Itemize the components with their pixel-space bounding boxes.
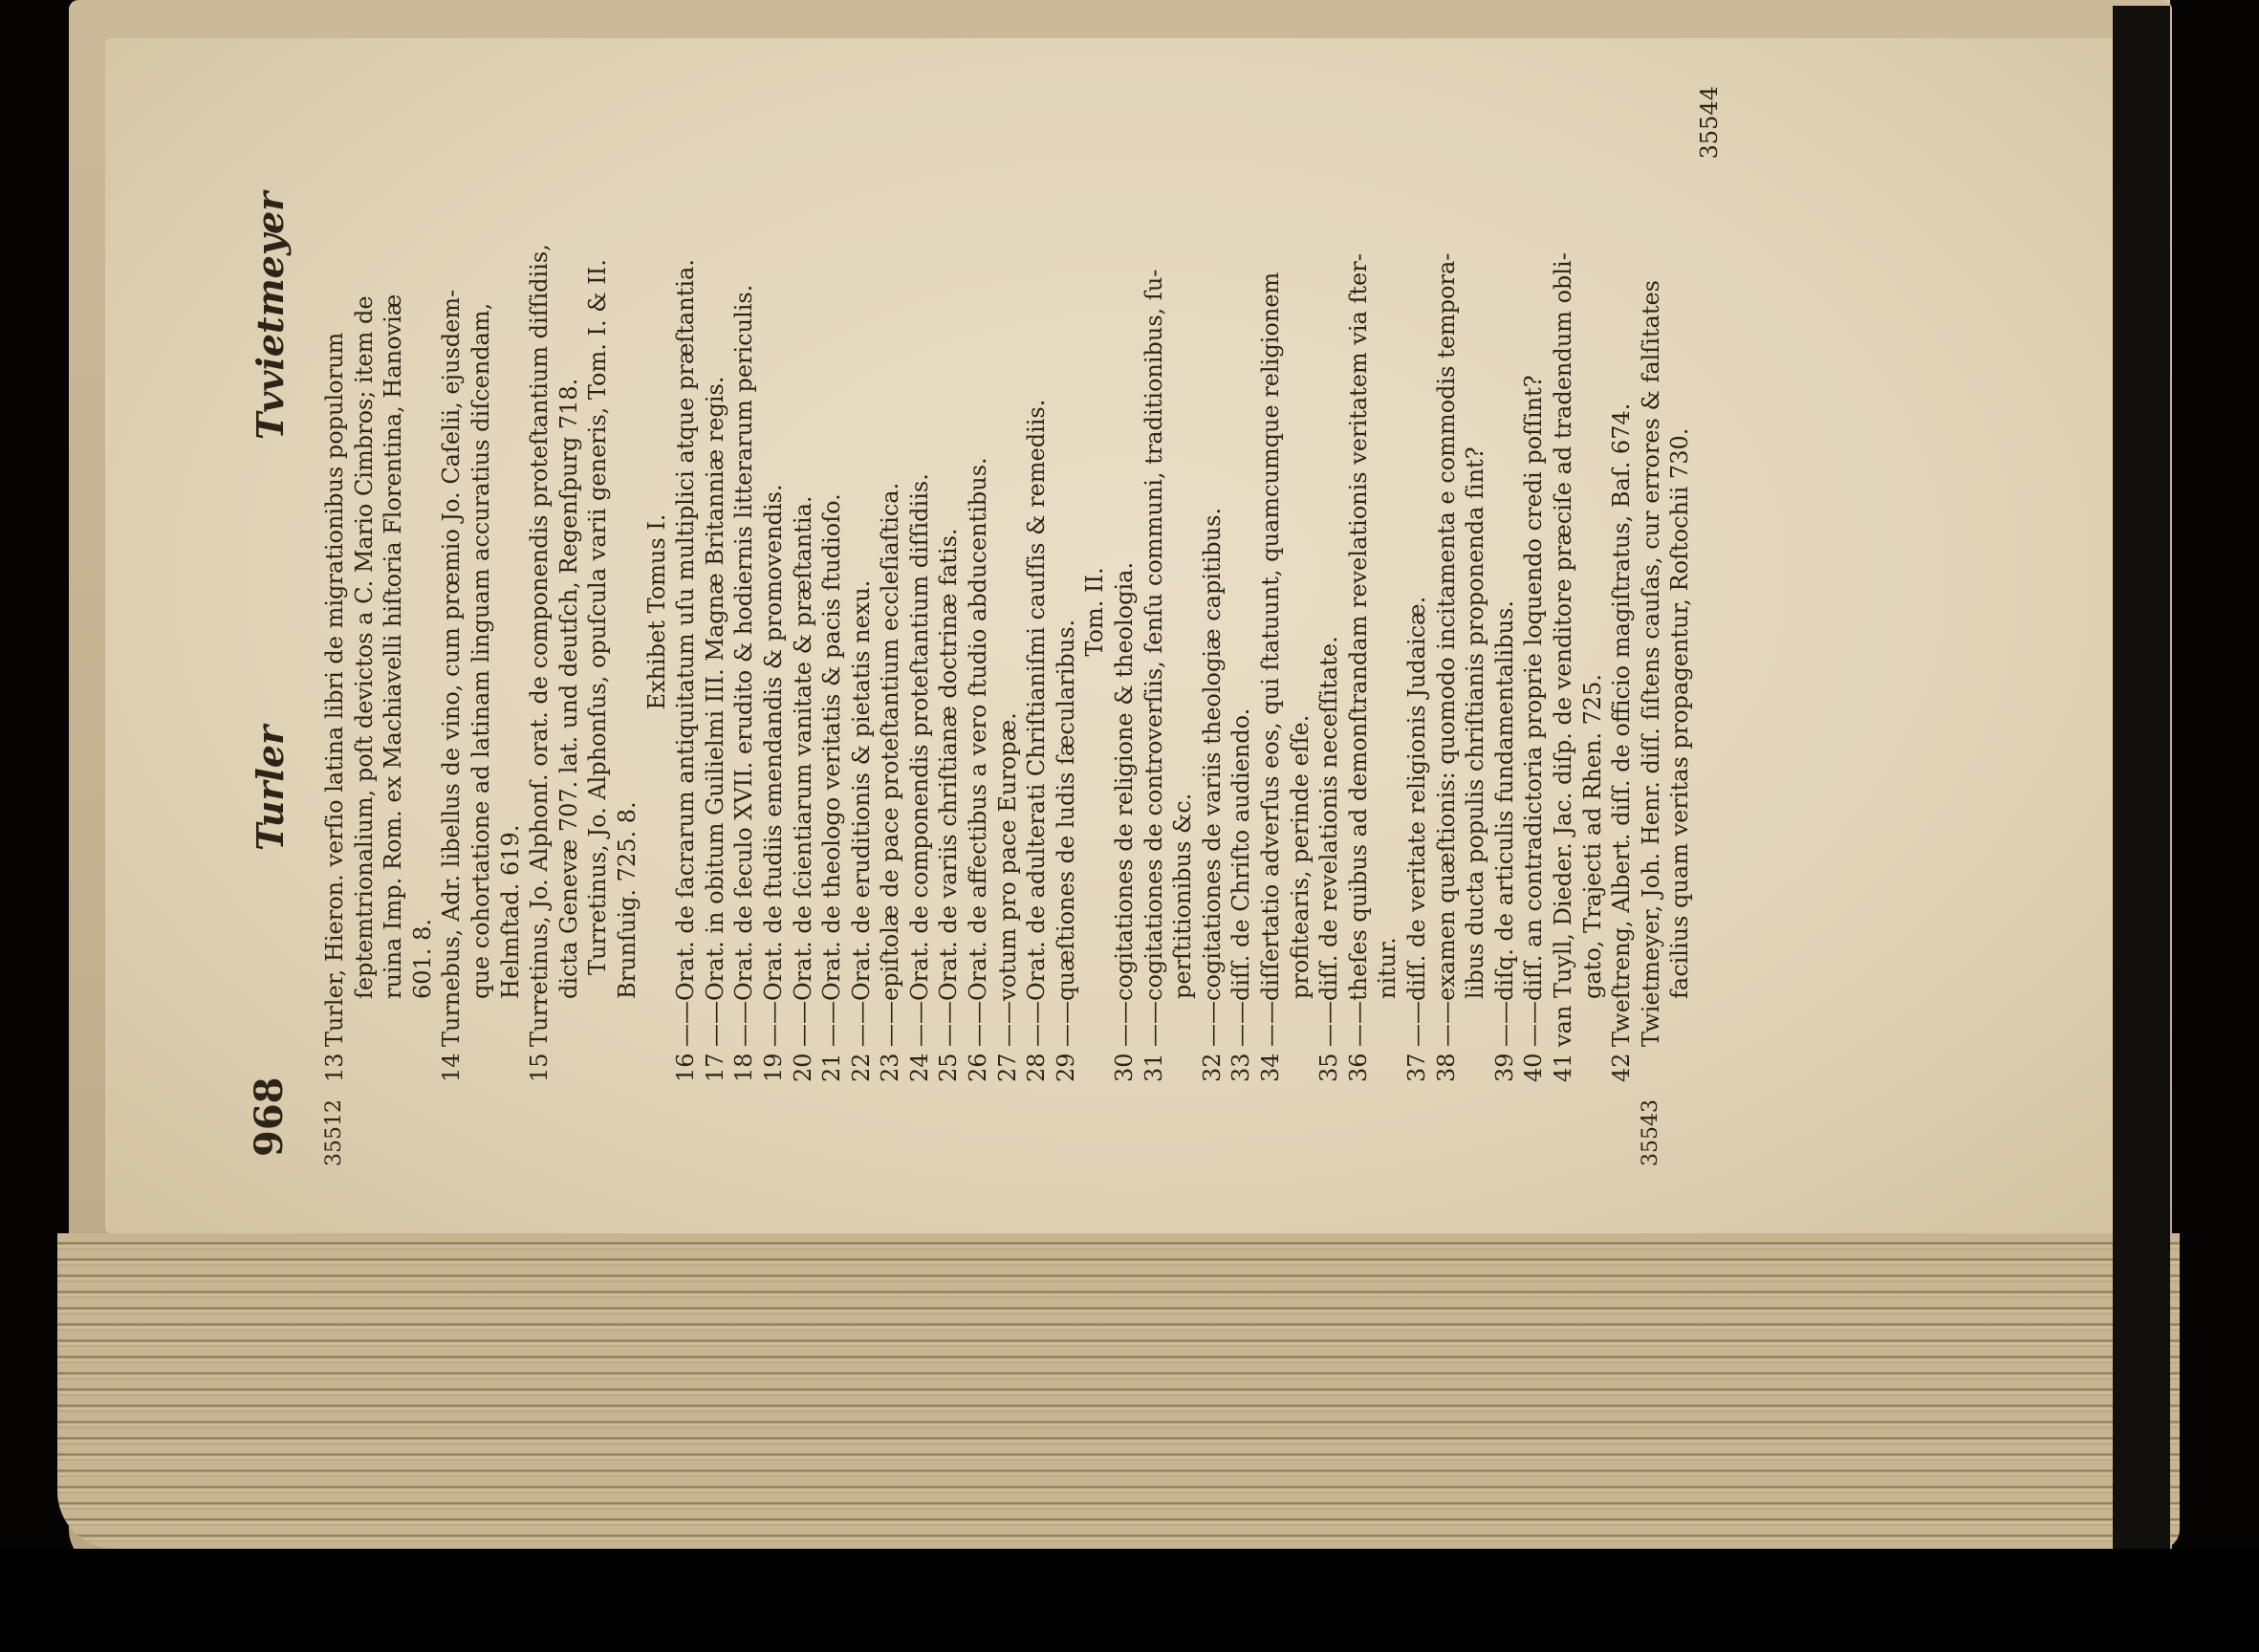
entry-line: [1110, 57, 1140, 1166]
entry-text: Turretinus, Jo. Alphonſus, opuſcula varii generis, Tom. I. & II.: [584, 259, 612, 975]
entry-text: ——Orat. de affectibus a vero ſtudio abducentibus.: [965, 457, 992, 1047]
entry-text: ——cogitationes de variis theologiæ capitibus.: [1198, 507, 1226, 1047]
entry-line: [554, 57, 584, 1166]
entry-line: [993, 57, 1023, 1166]
entry-text: ——votum pro pace Europæ.: [993, 712, 1021, 1047]
entry-text: ſeptemtrionalium, poſt devictos a C. Mario Cimbros; item de: [350, 295, 378, 999]
entry-line: [1490, 57, 1520, 1166]
entry-text: perſtitionibus &c.: [1169, 793, 1197, 999]
entry-number: 33: [1227, 1053, 1255, 1082]
entry-text: ——Orat. in obitum Guilielmi III. Magnæ Britanniæ regis.: [701, 376, 728, 1047]
entry-number: 34: [1257, 1053, 1284, 1082]
entry-text: ——diſſ. de veritate religionis Judaicæ.: [1402, 596, 1430, 1047]
entry-text: ——cogitationes de religione & theologia.: [1111, 561, 1139, 1047]
entry-number: 27: [993, 1053, 1021, 1082]
catalog-id: 35543: [1638, 1099, 1662, 1166]
entry-line: [1578, 57, 1608, 1166]
entry-number: 39: [1490, 1053, 1518, 1082]
entry-number: 22: [847, 1053, 875, 1082]
entry-text: Twietmeyer, Joh. Henr. diſſ. ſiſtens cauſas, cur errores & falſitates: [1637, 280, 1664, 1047]
entry-line: [905, 57, 935, 1166]
entry-line: [1695, 57, 1725, 1166]
entry-line: [1432, 57, 1462, 1166]
entry-text: ——quæſtiones de ludis ſæcularibus.: [1052, 619, 1079, 1047]
entry-text: ——epiſtolæ de pace proteſtantium eccleſiaſtica.: [877, 482, 904, 1047]
entry-number: 14: [438, 1053, 466, 1082]
entry-text: ——diſq. de articulis fundamentalibus.: [1490, 600, 1518, 1047]
entry-text: ——Orat. de adulterati Chriſtianiſmi cauſſis & remediis.: [1023, 399, 1051, 1047]
catalog-entries: [320, 57, 1725, 1166]
entry-line: [1373, 57, 1402, 1166]
entry-line: [350, 57, 380, 1166]
entry-line: [876, 57, 905, 1166]
entry-line: [496, 57, 526, 1166]
entry-line: [789, 57, 818, 1166]
right-background: [2113, 6, 2170, 1554]
entry-text: dicta Genevæ 707. lat. und deutſch, Regenſpurg 718.: [554, 378, 582, 999]
entry-text: ——cogitationes de controverſiis, ſenſu communi, traditionibus, ſu-: [1140, 269, 1167, 1047]
entry-text: nitur.: [1374, 937, 1401, 999]
entry-text: Turnebus, Adr. libellus de vino, cum prœmio Jo. Caſelii, ejusdem-: [438, 289, 466, 1047]
entry-line: [1286, 57, 1315, 1166]
entry-line: [1314, 57, 1344, 1166]
right-running-head: Tvvietmeyer: [249, 191, 292, 440]
entry-line: [642, 57, 672, 1166]
entry-number: 20: [789, 1053, 816, 1082]
bottom-background: [0, 1549, 2259, 1652]
entry-number: 30: [1111, 1053, 1139, 1082]
entry-number: 35: [1315, 1053, 1343, 1082]
entry-text: 35544: [1695, 86, 1723, 160]
entry-number: 38: [1432, 1053, 1460, 1082]
entry-line: [613, 57, 642, 1166]
catalog-id: 35512: [322, 1099, 346, 1166]
entry-number: 23: [877, 1053, 904, 1082]
entry-text: facilius quam veritas propagentur, Roſtochii 730.: [1666, 427, 1694, 999]
entry-text: ruina Imp. Rom. ex Machiavelli hiſtoria Florentina, Hanoviæ: [380, 293, 407, 999]
entry-text: van Tuyll, Dieder. Jac. diſp. de venditore præciſe ad tradendum obli-: [1549, 252, 1576, 1047]
entry-line: [701, 57, 730, 1166]
entry-number: 28: [1023, 1053, 1051, 1082]
entry-number: 17: [701, 1053, 728, 1082]
entry-line: [437, 57, 467, 1166]
entry-line: [408, 57, 438, 1166]
entry-text: ——Orat. de theologo veritatis & pacis ſtudioſo.: [818, 493, 846, 1047]
entry-line: [379, 57, 408, 1166]
entry-number: 15: [526, 1053, 554, 1082]
entry-line: [964, 57, 993, 1166]
page-edges: [57, 1233, 2180, 1549]
entry-number: 13: [321, 1053, 348, 1082]
entry-text: ——Orat. de componendis proteſtantium diſſidiis.: [905, 473, 933, 1047]
entry-text: Tom. II.: [1081, 567, 1109, 657]
entry-line: [583, 57, 613, 1166]
entry-number: 41: [1549, 1053, 1576, 1082]
entry-text: 601. 8.: [408, 919, 436, 999]
entry-text: Helmſtad. 619.: [496, 824, 524, 999]
entry-text: ——diſſ. de Chriſto audiendo.: [1227, 707, 1255, 1047]
entry-line: [817, 57, 847, 1166]
entry-line: [671, 57, 701, 1166]
entry-text: ——Orat. de ſeculo XVII. erudito & hodiernis litterarum periculis.: [730, 284, 758, 1047]
entry-line: [1344, 57, 1374, 1166]
entry-text: Exhibet Tomus I.: [642, 513, 670, 710]
entry-text: que cohortatione ad latinam linguam accuratius diſcendam,: [467, 302, 494, 999]
entry-text: ——diſſ. an contradictoria proprie loquendo credi poſſint?: [1520, 375, 1548, 1047]
entry-text: ——examen quæſtionis: quomodo incitamenta e commodis tempora-: [1432, 252, 1460, 1047]
entry-line: [1519, 57, 1549, 1166]
entry-text: Turretinus, Jo. Alphonſ. orat. de componendis proteſtantium diſſidiis,: [526, 244, 554, 1047]
entry-text: Turler, Hieron. verſio latina libri de migrationibus populorum: [321, 332, 348, 1047]
entry-number: 25: [935, 1053, 963, 1082]
entry-text: ——Orat. de ſtudiis emendandis & promovendis.: [759, 484, 787, 1047]
entry-number: 29: [1052, 1053, 1079, 1082]
entry-line: [1402, 57, 1432, 1166]
entry-text: libus ducta populis chriſtianis proponenda ſint?: [1462, 446, 1489, 999]
entry-line: [1665, 57, 1695, 1166]
entry-text: ——Orat. de ſcientiarum vanitate & præſtantia.: [789, 495, 816, 1047]
entry-number: 36: [1344, 1053, 1372, 1082]
entry-text: profitearis, perinde eſſe.: [1286, 714, 1314, 999]
entry-number: 40: [1520, 1053, 1548, 1082]
entry-text: ——diſſ. de revelationis neceſſitate.: [1315, 636, 1343, 1047]
entry-line: [1022, 57, 1052, 1166]
entry-line: [1198, 57, 1227, 1166]
entry-line: [1140, 57, 1169, 1166]
left-running-head: Turler: [249, 725, 292, 851]
entry-number: 26: [965, 1053, 992, 1082]
entry-number: 21: [818, 1053, 846, 1082]
entry-line: [934, 57, 964, 1166]
entry-text: gato, Trajecti ad Rhen. 725.: [1578, 673, 1606, 999]
page-number: 968: [247, 1076, 292, 1157]
entry-line: [1637, 57, 1666, 1166]
entry-line: [1549, 57, 1578, 1166]
entry-number: 18: [730, 1053, 758, 1082]
entry-line: [847, 57, 877, 1166]
entry-number: 32: [1198, 1053, 1226, 1082]
entry-number: 16: [672, 1053, 700, 1082]
entry-text: ——Orat. de ſacrarum antiquitatum uſu multiplici atque præſtantia.: [672, 259, 700, 1047]
entry-line: [1080, 57, 1110, 1166]
entry-text: Brunſuig. 725. 8.: [613, 801, 641, 999]
entry-text: ——theſes quibus ad demonſtrandam revelationis veritatem via ſter-: [1344, 253, 1372, 1047]
entry-number: 37: [1402, 1053, 1430, 1082]
entry-number: 19: [759, 1053, 787, 1082]
running-header: [239, 57, 306, 1166]
page-text: [239, 57, 2103, 1166]
entry-line: [1052, 57, 1081, 1166]
entry-text: ——Orat. de variis chriſtianæ doctrinæ fatis.: [935, 528, 963, 1047]
entry-line: [729, 57, 759, 1166]
entry-line: [1227, 57, 1256, 1166]
entry-line: [1607, 57, 1637, 1166]
entry-text: ——Orat. de eruditionis & pietatis nexu.: [847, 579, 875, 1047]
entry-line: [320, 57, 350, 1166]
entry-number: 31: [1140, 1053, 1167, 1082]
entry-line: [759, 57, 789, 1166]
entry-number: 42: [1608, 1053, 1636, 1082]
entry-line: [467, 57, 496, 1166]
entry-text: Tweſtreng, Albert. diſſ. de officio magiſtratus, Baſ. 674.: [1608, 402, 1636, 1047]
entry-number: 24: [905, 1053, 933, 1082]
entry-line: [525, 57, 554, 1166]
entry-line: [1256, 57, 1286, 1166]
entry-line: [1168, 57, 1198, 1166]
entry-line: [1461, 57, 1490, 1166]
entry-text: ——diſſertatio adverſus eos, qui ſtatuunt, quamcumque religionem: [1257, 272, 1284, 1047]
